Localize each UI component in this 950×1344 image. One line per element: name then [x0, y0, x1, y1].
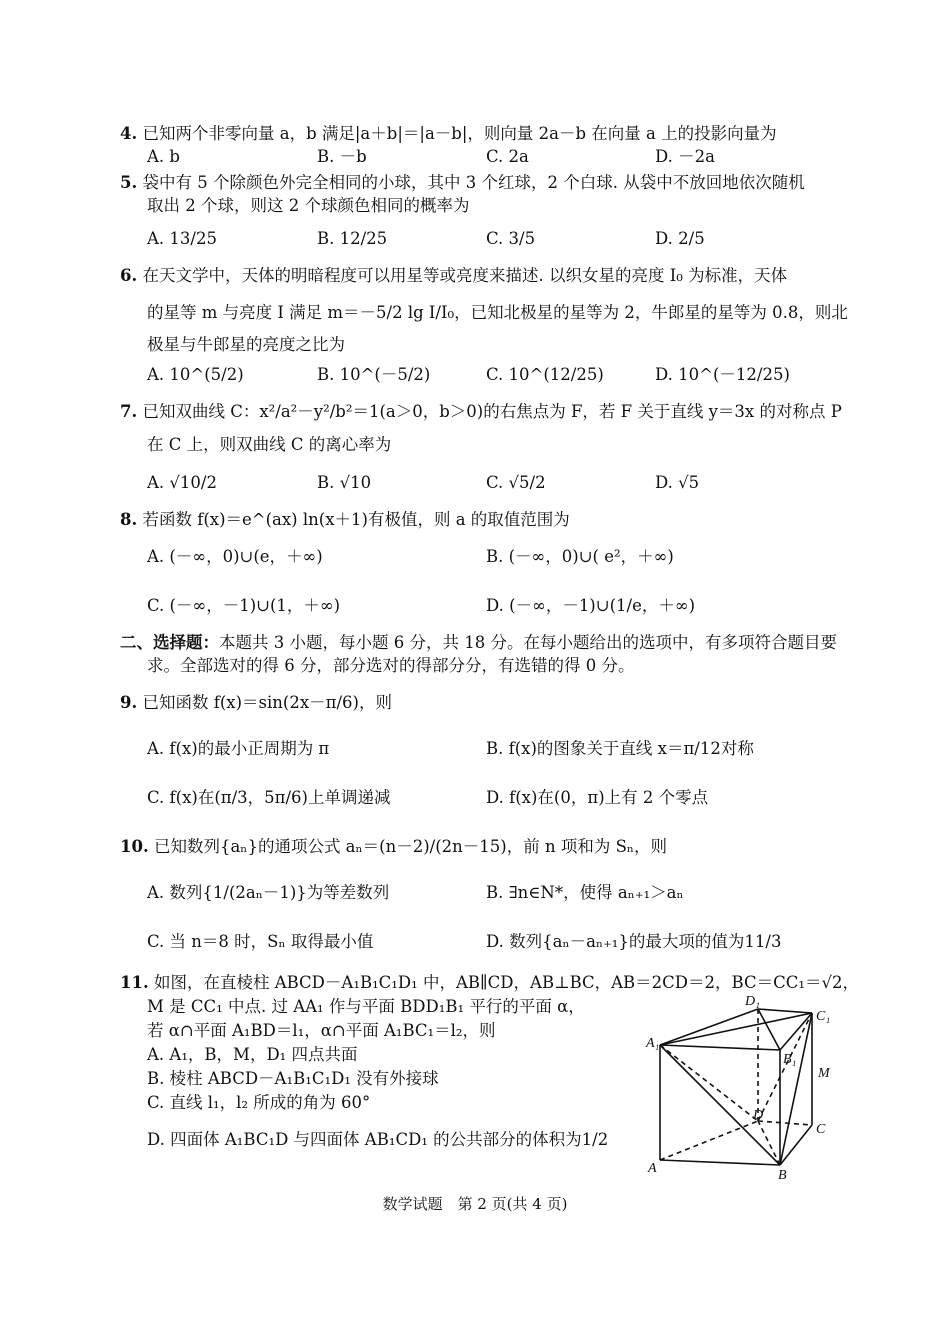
- option-a: A. 数列{1/(2aₙ－1)}为等差数列: [147, 883, 390, 902]
- question-8-stem: [120, 509, 570, 531]
- question-7-stem-line2: 在 C 上，则双曲线 C 的离心率为: [147, 435, 392, 454]
- page-footer: 数学试题 第 2 页(共 4 页): [382, 1195, 568, 1213]
- question-number: 6.: [120, 266, 138, 285]
- option-b: B. ∃n∈N*，使得 aₙ₊₁＞aₙ: [486, 883, 684, 902]
- option-b: B. f(x)的图象关于直线 x＝π/12对称: [486, 739, 754, 758]
- question-text: 已知两个非零向量 a，b 满足|a＋b|＝|a－b|，则向量 2a－b 在向量 a 上的投影向量为: [142, 124, 777, 143]
- question-4-stem: [120, 123, 777, 145]
- option-d: D. －2a: [655, 147, 715, 166]
- question-text: 若函数 f(x)＝e^(ax) ln(x＋1)有极值，则 a 的取值范围为: [142, 510, 570, 529]
- option-d: D. √5: [655, 473, 700, 492]
- option-d: D. f(x)在(0，π)上有 2 个零点: [486, 788, 709, 807]
- question-text: 如图，在直棱柱 ABCD－A₁B₁C₁D₁ 中，AB∥CD，AB⊥BC，AB＝2CD＝2，BC＝CC₁＝√2，: [153, 973, 859, 992]
- segment-BD: [758, 1121, 780, 1165]
- label-A: A: [648, 1161, 657, 1176]
- question-5-stem-line2: 取出 2 个球，则这 2 个球颜色相同的概率为: [147, 196, 470, 215]
- edge-D1C1: [758, 1009, 812, 1013]
- section-2-heading: [120, 632, 837, 654]
- option-b: B. 12/25: [317, 229, 388, 248]
- question-number: 10.: [120, 837, 149, 856]
- label-D: D: [753, 1108, 764, 1123]
- option-d: D. 10^(－12/25): [655, 365, 790, 384]
- question-10-stem: [120, 836, 667, 858]
- option-b: B. √10: [317, 473, 372, 492]
- question-text: 袋中有 5 个除颜色外完全相同的小球，其中 3 个红球，2 个白球. 从袋中不放回地依次随机: [142, 173, 805, 192]
- prism-figure: [640, 995, 850, 1180]
- segment-DC1: [758, 1013, 812, 1121]
- question-number: 11.: [120, 973, 149, 992]
- option-d: D. 数列{aₙ－aₙ₊₁}的最大项的值为11/3: [486, 932, 782, 951]
- segment-A1D: [660, 1045, 758, 1121]
- option-a: A. 13/25: [147, 229, 217, 248]
- option-c: C. 3/5: [486, 229, 536, 248]
- question-11-stem-line2: M 是 CC₁ 中点. 过 AA₁ 作与平面 BDD₁B₁ 平行的平面 α，: [147, 997, 585, 1016]
- label-D1: D₁: [745, 995, 760, 1009]
- option-b: B. －b: [317, 147, 367, 166]
- question-number: 4.: [120, 124, 138, 143]
- option-a: A. √10/2: [147, 473, 217, 492]
- question-number: 7.: [120, 402, 138, 421]
- option-c: C. (－∞，－1)∪(1，＋∞): [147, 596, 341, 615]
- question-7-stem-line1: [120, 401, 842, 423]
- section-title: 二、选择题：: [120, 633, 219, 652]
- edge-DC: [758, 1121, 812, 1125]
- segment-A1B: [660, 1045, 780, 1165]
- question-number: 8.: [120, 510, 138, 529]
- segment-D1B1: [758, 1009, 780, 1050]
- option-a: A. A₁，B，M，D₁ 四点共面: [147, 1045, 358, 1064]
- question-text: 已知数列{aₙ}的通项公式 aₙ＝(n－2)/(2n－15)，前 n 项和为 Sₙ，则: [153, 837, 668, 856]
- edge-AD: [660, 1121, 758, 1160]
- option-c: C. f(x)在(π/3，5π/6)上单调递减: [147, 788, 391, 807]
- label-C1: C₁: [816, 1009, 831, 1024]
- question-number: 9.: [120, 693, 138, 712]
- section-2-text-line2: 求。全部选对的得 6 分，部分选对的得部分分，有选错的得 0 分。: [147, 656, 635, 675]
- option-d: D. (－∞，－1)∪(1/e，＋∞): [486, 596, 696, 615]
- question-11-stem-line3: 若 α∩平面 A₁BD＝l₁，α∩平面 A₁BC₁＝l₂，则: [147, 1021, 496, 1040]
- label-M: M: [818, 1066, 830, 1081]
- edge-AB: [660, 1160, 780, 1165]
- section-text: 本题共 3 小题，每小题 6 分，共 18 分。在每小题给出的选项中，有多项符合题目要: [219, 633, 837, 652]
- question-5-stem-line1: [120, 172, 805, 194]
- option-c: C. 10^(12/25): [486, 365, 604, 384]
- question-number: 5.: [120, 173, 138, 192]
- segment-BC1: [780, 1013, 812, 1165]
- label-B: B: [778, 1168, 787, 1180]
- label-A1: A₁: [646, 1036, 660, 1051]
- label-C: C: [816, 1122, 826, 1137]
- option-a: A. b: [147, 147, 180, 166]
- question-text: 已知双曲线 C：x²/a²－y²/b²＝1(a＞0，b＞0)的右焦点为 F，若 F 关于直线 y＝3x 的对称点 P: [142, 402, 842, 421]
- option-d: D. 2/5: [655, 229, 705, 248]
- option-c: C. 当 n＝8 时，Sₙ 取得最小值: [147, 932, 374, 951]
- question-text: 已知函数 f(x)＝sin(2x－π/6)，则: [142, 693, 392, 712]
- option-c: C. √5/2: [486, 473, 546, 492]
- edge-A1B1: [660, 1045, 780, 1050]
- option-a: A. (－∞，0)∪(e，＋∞): [147, 547, 323, 566]
- question-6-stem-line3: 极星与牛郎星的亮度之比为: [147, 335, 345, 354]
- option-b: B. 棱柱 ABCD－A₁B₁C₁D₁ 没有外接球: [147, 1069, 439, 1088]
- option-a: A. f(x)的最小正周期为 π: [147, 739, 330, 758]
- option-b: B. (－∞，0)∪( e²，＋∞): [486, 547, 674, 566]
- label-B1: B₁: [783, 1052, 797, 1067]
- option-c: C. 直线 l₁，l₂ 所成的角为 60°: [147, 1093, 371, 1112]
- question-6-stem-line2: 的星等 m 与亮度 I 满足 m＝－5/2 lg I/I₀，已知北极星的星等为 2，牛郎星的星等为 0.8，则北: [147, 303, 848, 322]
- question-9-stem: [120, 692, 392, 714]
- option-c: C. 2a: [486, 147, 529, 166]
- question-11-stem-line1: [120, 972, 859, 994]
- option-a: A. 10^(5/2): [147, 365, 244, 384]
- option-d: D. 四面体 A₁BC₁D 与四面体 AB₁CD₁ 的公共部分的体积为1/2: [147, 1130, 609, 1149]
- question-6-stem-line1: [120, 265, 787, 287]
- option-b: B. 10^(－5/2): [317, 365, 431, 384]
- question-text: 在天文学中，天体的明暗程度可以用星等或亮度来描述. 以织女星的亮度 I₀ 为标准，天体: [142, 266, 788, 285]
